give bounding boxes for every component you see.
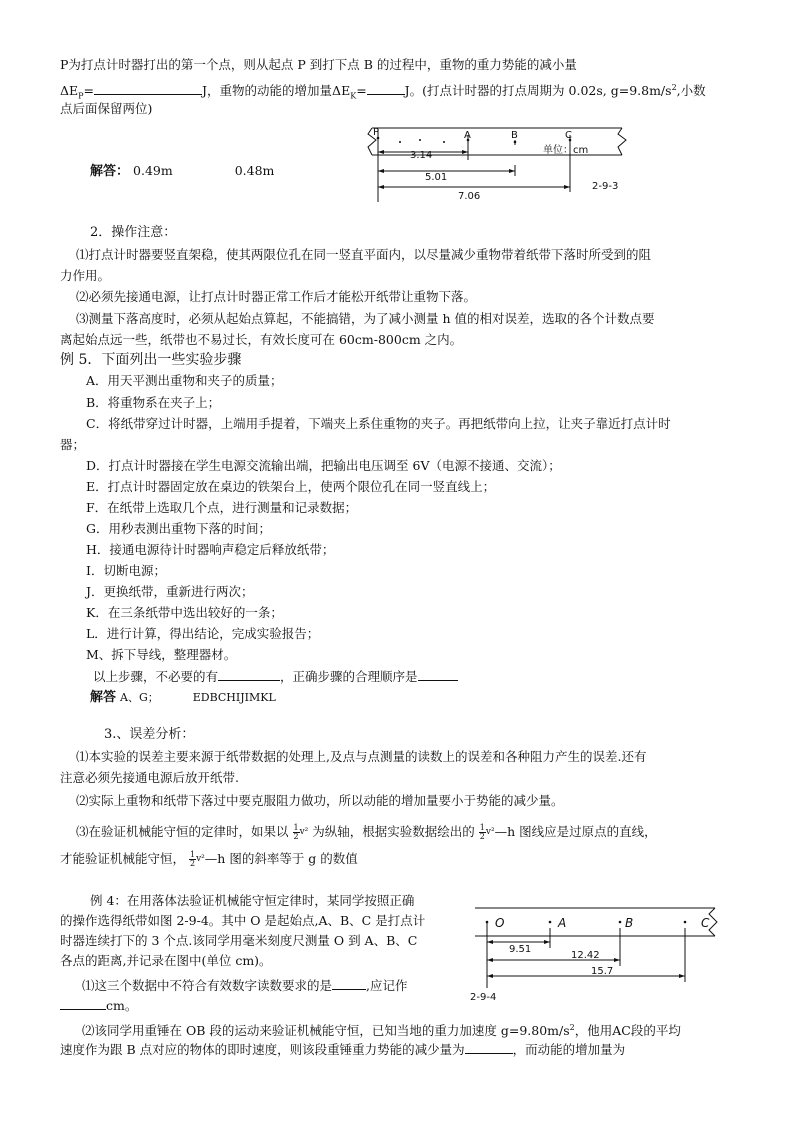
sec3-p1-line2: 注意必须先接通电源后放开纸带.: [60, 770, 239, 785]
v-squared-3: v²: [196, 854, 205, 864]
label-a: A: [558, 916, 567, 930]
dot-b: [619, 921, 622, 924]
ex4-q2-part-c: 速度作为跟 B 点对应的物体的即时速度，则该段重锤重力势能的减少量为: [60, 1042, 465, 1057]
label-c: C: [701, 916, 710, 930]
unit-label: 单位：cm: [543, 145, 589, 156]
ex5-answer-2: EDBCHIJIMKL: [192, 691, 276, 704]
figure-2-9-4: [465, 900, 735, 1005]
dot-a: [549, 921, 552, 924]
ex4-q2-part-d: ，而动能的增加量为: [512, 1042, 626, 1057]
ex5-question-part-1: 以上步骤，不必要的有: [93, 669, 219, 684]
step-i: I．切断电源；: [86, 563, 166, 578]
sec3-p3-part-b: 为纵轴，根据实验数据绘出的: [312, 824, 475, 839]
ex4-q1-line2: [60, 997, 137, 1014]
answer-value-1: 0.49m: [133, 163, 173, 178]
figure-caption-2-9-3: 2-9-3: [592, 181, 619, 192]
arrow: [487, 974, 493, 978]
arrow: [487, 958, 493, 962]
ex4-line2: 的操作选得纸带如图 2-9-4。其中 O 是起始点,A、B、C 是打点计: [60, 913, 426, 928]
answer-row-1: [90, 163, 274, 180]
equals-2: =: [356, 83, 367, 99]
arrow: [487, 940, 493, 944]
dot-c: [684, 921, 687, 924]
arrow: [378, 150, 384, 154]
dot-b: [514, 141, 517, 144]
answer-label: 解答：: [90, 164, 130, 179]
sec2-p1-line2: 力作用。: [60, 268, 111, 283]
sec2-p3-line2: 离起始点远一些，纸带也不易过长，有效长度可在 60cm-800cm 之内。: [60, 332, 463, 347]
answer-blank-invalid-value[interactable]: [332, 977, 366, 990]
arrow: [544, 940, 550, 944]
ex4-line3: 时器连续打下的 3 个点.该同学用毫米刻度尺测量 O 到 A、B、C: [60, 933, 418, 948]
step-c-line2: 器；: [60, 437, 86, 452]
figure-caption-2-9-4: 2-9-4: [470, 992, 497, 1003]
unit-superscript: 2: [671, 83, 677, 92]
step-m: M、拆下导线，整理器材。: [86, 647, 237, 662]
step-e: E．打点计时器固定放在桌边的铁架台上，使两个限位孔在同一竖直线上；: [86, 479, 496, 494]
arrow: [462, 150, 468, 154]
ex4-q1-line1: [82, 977, 408, 994]
arrow: [614, 958, 620, 962]
equals-1: =: [83, 83, 95, 99]
sec3-p3-line1: [76, 819, 657, 845]
step-b: B．将重物系在夹子上；: [86, 395, 221, 410]
sec2-p2: ⑵必须先接通电源，让打点计时器正常工作后才能松开纸带让重物下落。: [76, 289, 477, 304]
intro-line-2-end: ,小数: [676, 83, 706, 99]
dist-label-3: 15.7: [591, 966, 614, 977]
arrow: [378, 185, 384, 189]
arrow: [378, 169, 384, 173]
dot-3: [443, 141, 445, 143]
step-l: L．进行计算，得出结论，完成实验报告；: [86, 626, 320, 641]
intro-line-3: 点后面保留两位): [60, 101, 153, 116]
dot-2: [419, 139, 421, 141]
label-b: B: [625, 916, 634, 930]
section-3-heading: 3.、误差分析：: [104, 727, 195, 742]
dist-label-2: 12.42: [571, 950, 600, 961]
section-2-heading: 2．操作注意：: [90, 225, 177, 240]
tape-right-jag: [709, 908, 717, 936]
sec2-p3-line1: ⑶测量下落高度时，必须从起始点算起，不能搞错，为了减小测量 h 值的相对误差，选取的各个计数点要: [76, 311, 655, 326]
g-unit-superscript: 2: [569, 1023, 575, 1032]
step-d: D．打点计时器接在学生电源交流输出端，把输出电压调至 6V（电源不接通、交流）；: [86, 458, 561, 473]
answer-blank-ep[interactable]: [94, 82, 202, 95]
step-g: G．用秒表测出重物下落的时间；: [86, 521, 271, 536]
dist-label-1: 3.14: [410, 150, 433, 161]
arrow: [564, 185, 570, 189]
step-k: K．在三条纸带中选出较好的一条；: [86, 605, 283, 620]
label-b: B: [511, 130, 518, 141]
step-j: J．更换纸带，重新进行两次；: [86, 584, 254, 599]
dist-label-3: 7.06: [458, 191, 481, 202]
answer-blank-corrected-value[interactable]: [60, 997, 106, 1010]
ex5-answer-label: 解答: [90, 690, 117, 705]
answer-blank-unnecessary[interactable]: [218, 668, 280, 681]
delta-ep-label: ΔE: [60, 83, 79, 99]
sec3-p3-part-e: —h 图的斜率等于 g 的数值: [204, 851, 358, 866]
sec3-p1-line1: ⑴本实验的误差主要来源于纸带数据的处理上,及点与点测量的读数上的误差和各种阻力产生的误差.还有: [76, 749, 647, 764]
step-a: A．用天平测出重物和夹子的质量；: [86, 373, 283, 388]
label-c: C: [565, 130, 572, 141]
ex5-answer: [90, 689, 276, 706]
ex4-q1-part-b: ,应记作: [366, 978, 408, 993]
label-p: P: [373, 127, 380, 138]
answer-blank-pe-decrease[interactable]: [465, 1041, 513, 1054]
answer-value-2: 0.48m: [234, 163, 275, 178]
sec2-p1-line1: ⑴打点计时器要竖直架稳，使其两限位孔在同一竖直平面内，以尽量减少重物带着纸带下落时所受到的阻: [76, 247, 652, 262]
arrow: [509, 169, 515, 173]
answer-blank-order[interactable]: [418, 668, 458, 681]
fraction-half-3: $\frac{1}{2}$: [190, 850, 196, 868]
sec3-p2: ⑵实际上重物和纸带下落过中要克服阻力做功，所以动能的增加量要小于势能的减少量。: [76, 793, 564, 808]
dot-o: [486, 921, 489, 924]
ex4-line1: 例 4：在用落体法验证机械能守恒定律时，某同学按照正确: [90, 893, 415, 908]
dot-1: [399, 141, 401, 143]
tape-right-jag: [618, 128, 626, 155]
label-o: O: [495, 916, 505, 930]
dist-label-2: 5.01: [425, 172, 448, 183]
ek-subscript: K: [350, 91, 357, 101]
label-a: A: [464, 130, 471, 141]
ex4-q2-part-a: ⑵该同学用重锤在 OB 段的运动来验证机械能守恒，已知当地的重力加速度 g=9.80m/s: [82, 1023, 570, 1039]
fraction-half-2: $\frac{1}{2}$: [479, 823, 485, 841]
step-h: H．接通电源待计时器响声稳定后释放纸带；: [86, 542, 335, 557]
intro-line-1: P为打点计时器打出的第一个点，则从起点 P 到打下点 B 的过程中，重物的重力势能的减小量: [60, 57, 577, 72]
ep-subscript: P: [78, 91, 84, 101]
ex5-answer-1: A、G；: [120, 691, 159, 704]
step-c-line1: C．将纸带穿过计时器，上端用手提着，下端夹上系住重物的夹子。再把纸带向上拉，让夹子靠近打点计时: [86, 416, 671, 431]
delta-ek-label: J，重物的动能的增加量ΔE: [202, 83, 351, 99]
intro-line-2-tail: J。(打点计时器的打点周期为 0.02s, g=9.8m/s: [404, 83, 672, 99]
v-squared-1: v²: [299, 827, 309, 837]
ex4-q2-line2: [60, 1041, 625, 1058]
fraction-half-1: $\frac{1}{2}$: [293, 823, 299, 841]
dist-label-1: 9.51: [509, 944, 532, 955]
step-f: F．在纸带上选取几个点，进行测量和记录数据；: [86, 500, 358, 515]
sec3-p3-part-a: ⑶在验证机械能守恒的定律时，如果以: [76, 824, 289, 839]
sec3-p3-part-d: 才能验证机械能守恒，: [60, 851, 186, 866]
v-squared-2: v²: [485, 827, 495, 837]
sec3-p3-line2: [60, 846, 358, 872]
ex4-q1-part-c: cm。: [106, 998, 138, 1013]
ex4-q2-part-b: ，他用AC段的平均: [574, 1023, 681, 1039]
figure-2-9-3: [360, 120, 640, 210]
ex4-q1-part-a: ⑴这三个数据中不符合有效数字读数要求的是: [82, 978, 333, 993]
example-5-title: 例 5．下面列出一些实验步骤: [60, 352, 242, 368]
ex4-q2-line1: [82, 1020, 681, 1039]
ex5-question-part-2: ，正确步骤的合理顺序是: [280, 669, 418, 684]
answer-blank-ek[interactable]: [367, 82, 405, 95]
intro-line-2: [60, 80, 706, 105]
sec3-p3-part-c: —h 图线应是过原点的直线，: [494, 824, 657, 839]
ex4-line4: 各点的距离,并记录在图中(单位 cm)。: [60, 953, 272, 968]
ex5-question: [93, 668, 458, 685]
arrow: [679, 974, 685, 978]
